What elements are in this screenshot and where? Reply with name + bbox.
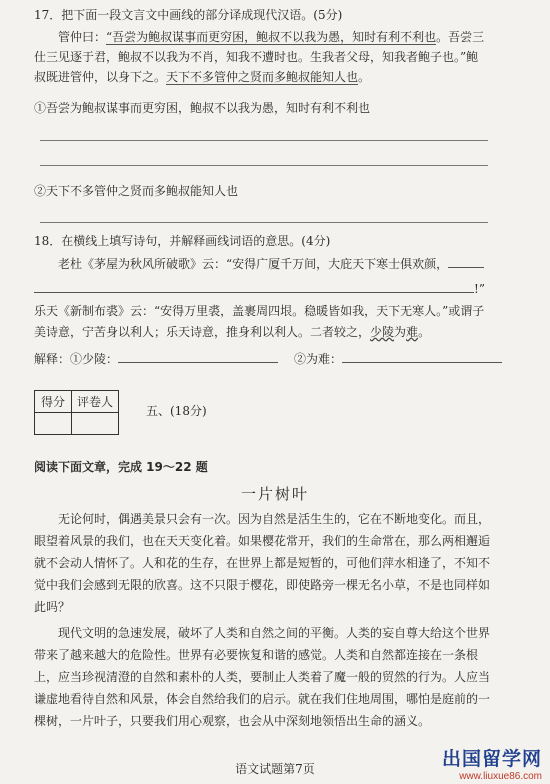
q17-passage-line-1 <box>58 29 484 45</box>
grader-cell[interactable] <box>72 413 119 435</box>
q18-underlined-shaoling: 少陵 <box>370 325 395 339</box>
q18-l4-mid: 为 <box>394 325 407 339</box>
explain-label-2: ②为难： <box>294 352 343 366</box>
q17-answer-prompt-1: ①吾尝为鲍叔谋事而更穷困，鲍叔不以我为愚，知时有利不利也 <box>34 101 371 115</box>
q18-line-1 <box>58 256 484 272</box>
page-footer: 语文试题第7页 <box>235 762 315 776</box>
para2-line: 棵树，一片叶子，只要我们用心观察，也会从中深刻地领悟出生命的涵义。 <box>34 714 431 728</box>
q17-heading: 17．把下面一段文言文中画线的部分译成现代汉语。(5分) <box>34 8 343 22</box>
q18-line-3: 乐天《新制布裘》云：“安得万里裘，盖裹周四垠。稳暖皆如我，天下无寒人。”或谓子 <box>34 304 485 318</box>
explain-blank-1[interactable] <box>118 362 278 363</box>
reading-instruction: 阅读下面文章，完成 19～22 题 <box>34 460 208 474</box>
para1-line: 此吗？ <box>34 600 71 614</box>
para1-line: 无论何时，偶遇美景只会有一次。因为自然是活生生的，它在不断地变化。而且， <box>58 512 491 526</box>
watermark-url: www.liuxue86.com <box>459 771 542 782</box>
q17-p3-end: 。 <box>358 70 371 84</box>
para2-line: 带来了越来越大的危险性。世界有必要恢复和谐的感觉。人类和自然都连接在一条根 <box>34 648 479 662</box>
para2-line: 谦虚地看待自然和风景，体会自然给我们的启示。就在我们住地周围，哪怕是庭前的一 <box>34 692 491 706</box>
q17-passage-line-2: 仕三见逐于君，鲍叔不以我为不肖，知我不遭时也。生我者父母，知我者鲍子也。”鲍 <box>34 50 479 64</box>
explain-blank-2[interactable] <box>342 362 502 363</box>
score-cell[interactable] <box>35 413 72 435</box>
q18-heading: 18．在横线上填写诗句，并解释画线词语的意思。(4分) <box>34 234 331 248</box>
score-header: 得分 <box>35 391 72 413</box>
explain-label-1: 解释：①少陵： <box>34 352 119 366</box>
fill-blank-long[interactable] <box>34 292 474 293</box>
q17-p1-end: 。吾尝三 <box>436 30 485 44</box>
grader-header: 评卷人 <box>72 391 119 413</box>
q18-line-4 <box>34 324 430 340</box>
q17-answer-prompt-2: ②天下不多管仲之贤而多鲍叔能知人也 <box>34 184 239 198</box>
para1-line: 就不会动人情怀了。人和花的生存，在世界上都是短暂的，可他们萍水相逢了，不知不 <box>34 556 491 570</box>
article-title: 一片树叶 <box>240 485 309 503</box>
answer-line[interactable] <box>40 165 488 166</box>
answer-line[interactable] <box>40 222 488 223</box>
q17-passage-line-3 <box>34 69 370 85</box>
para2-line: 现代文明的急速发展，破坏了人类和自然之间的平衡。人类的妄自尊大给这个世界 <box>58 626 491 640</box>
watermark-logo <box>442 744 542 782</box>
q18-explain-row <box>34 351 502 367</box>
q17-p3-start: 叔既进管仲，以身下之。 <box>34 70 167 84</box>
para2-line: 上，应当珍视清澄的自然和素朴的人类，要制止人类着了魔一般的贸然的行为。人应当 <box>34 670 491 684</box>
q17-p1-start: 管仲曰： <box>58 30 107 44</box>
watermark-text: 出国留学网 <box>441 748 542 770</box>
q18-l4-end: 。 <box>418 325 431 339</box>
score-table <box>34 390 119 435</box>
q18-line-2 <box>34 281 485 297</box>
q17-underlined-sentence-1: “吾尝为鲍叔谋事而更穷困，鲍叔不以我为愚，知时有利不利也 <box>106 30 437 44</box>
q18-poem-text: 老杜《茅屋为秋风所破歌》云：“安得广厦千万间，大庇天下寒士俱欢颜， <box>58 257 449 271</box>
q18-line-2-end: !” <box>474 282 485 296</box>
q17-underlined-sentence-2: 天下不多管仲之贤而多鲍叔能知人也 <box>166 70 359 84</box>
para1-line: 眼望着风景的我们，也在天天变化着。如果樱花常开，我们的生命常在，那么两相邂逅 <box>34 534 491 548</box>
q18-underlined-nan: 难 <box>406 325 419 339</box>
q18-l4-start: 美诗意，宁苦身以利人；乐天诗意，推身利以利人。二者较之， <box>34 325 371 339</box>
answer-line[interactable] <box>40 140 488 141</box>
fill-blank[interactable] <box>448 267 484 268</box>
para1-line: 觉中我们会感到无限的欣喜。这不只限于樱花，即使路旁一棵无名小草，不是也同样如 <box>34 578 491 592</box>
section-heading: 五、(18分) <box>146 404 207 418</box>
